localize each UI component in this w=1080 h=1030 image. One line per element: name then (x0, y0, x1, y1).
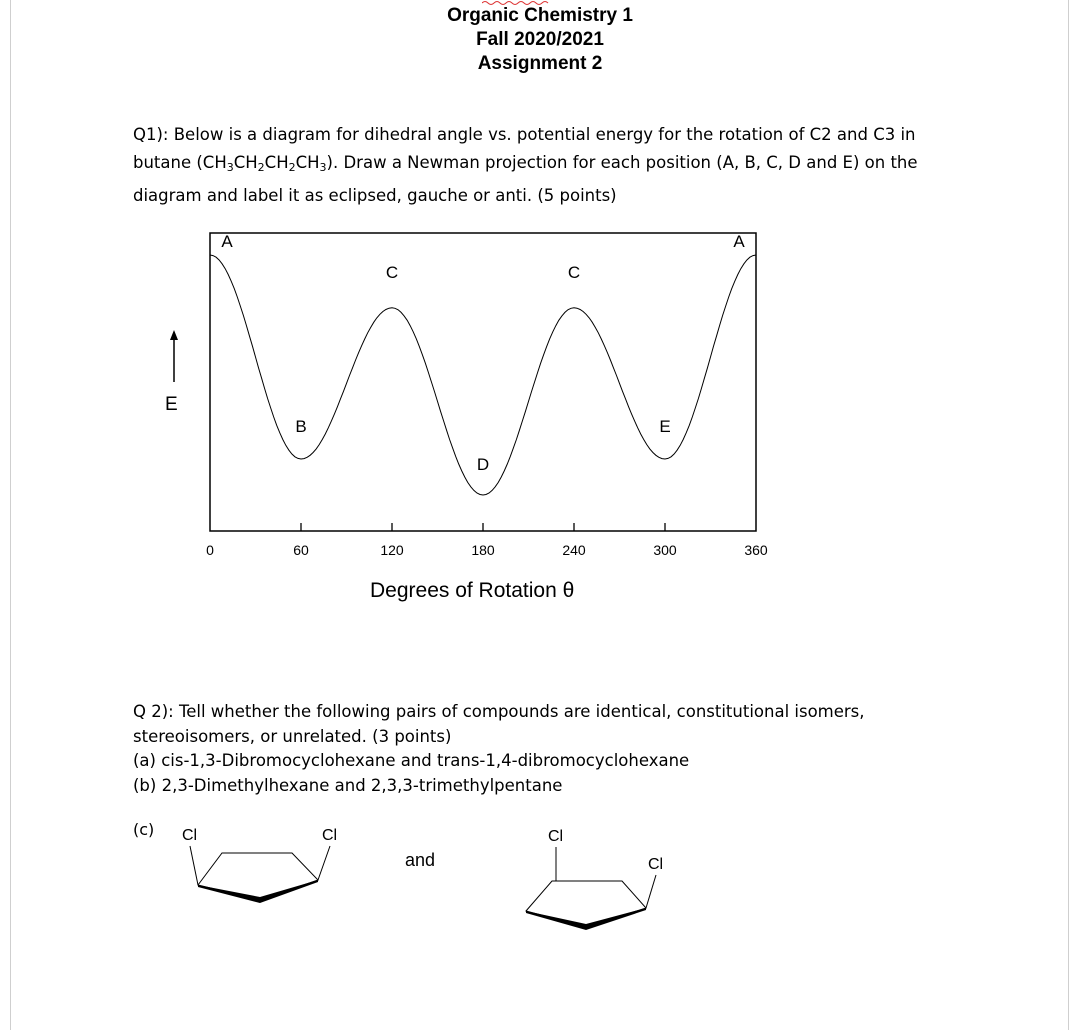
ring-1-wedge (198, 880, 318, 903)
point-label-A: A (221, 232, 233, 251)
point-label-B: B (295, 417, 307, 436)
q2-part-b: (b) 2,3-Dimethylhexane and 2,3,3-trimethylpentane (133, 775, 563, 795)
ring-2-wedge (526, 908, 646, 930)
page-border-left (10, 0, 11, 1030)
question-2 (133, 700, 865, 798)
point-label-C: C (385, 262, 399, 282)
molecule-1 (170, 815, 370, 915)
energy-axis-arrowhead (170, 330, 178, 340)
point-label-C: C (567, 262, 581, 282)
question-1 (133, 121, 945, 210)
point-label-D: D (476, 455, 490, 474)
q1-line-2: butane $(CH_3CH_2CH_2CH_3)$. Draw a Newman projection for each position (A, B, C, D and E) on the (133, 153, 918, 174)
y-axis-label: E (165, 394, 178, 415)
x-tick-label: 300 (653, 542, 677, 558)
page-border-right (1068, 0, 1069, 1030)
q2-part-a: (a) cis-1,3-Dibromocyclohexane and trans-1,4-dibromocyclohexane (133, 751, 690, 770)
cyclopentane-ring-1 (198, 853, 318, 900)
x-tick-label: 120 (380, 542, 404, 558)
energy-diagram-svg (150, 225, 790, 615)
x-tick-label: 0 (206, 542, 214, 558)
point-label-E: E (659, 417, 671, 436)
x-tick-label: 180 (471, 542, 495, 558)
cyclopentane-ring-2 (526, 881, 646, 927)
q2-line-2: stereoisomers, or unrelated. (3 points) (133, 726, 452, 746)
q1-line-1: Q1): Below is a diagram for dihedral angle vs. potential energy for the rotation of C2 and C3 in (133, 125, 916, 144)
q2-line-1: Q 2): Tell whether the following pairs of compounds are identical, constitutional isomers, (133, 702, 865, 721)
atom-cl-2: Cl (322, 827, 338, 844)
plot-frame (210, 233, 756, 531)
atom-cl-4: Cl (648, 856, 664, 873)
x-tick-label: 240 (562, 542, 586, 558)
atom-cl-3: Cl (548, 828, 564, 845)
point-label-A: A (733, 232, 745, 251)
and-text: and (405, 850, 436, 870)
assignment-title: Assignment 2 (477, 53, 603, 74)
q1-line-3: diagram and label it as eclipsed, gauche or anti. (5 points) (133, 186, 617, 205)
energy-diagram (150, 225, 790, 615)
term: Fall 2020/2021 (476, 29, 604, 50)
x-tick-label: 360 (744, 542, 768, 558)
x-axis-label: Degrees of Rotation θ (370, 579, 575, 602)
course-title: Organic Chemistry 1 (447, 5, 633, 26)
q2-part-c-label: (c) (133, 820, 155, 839)
x-tick-label: 60 (293, 542, 309, 558)
molecule-2 (510, 815, 680, 935)
atom-cl-1: Cl (182, 827, 198, 844)
